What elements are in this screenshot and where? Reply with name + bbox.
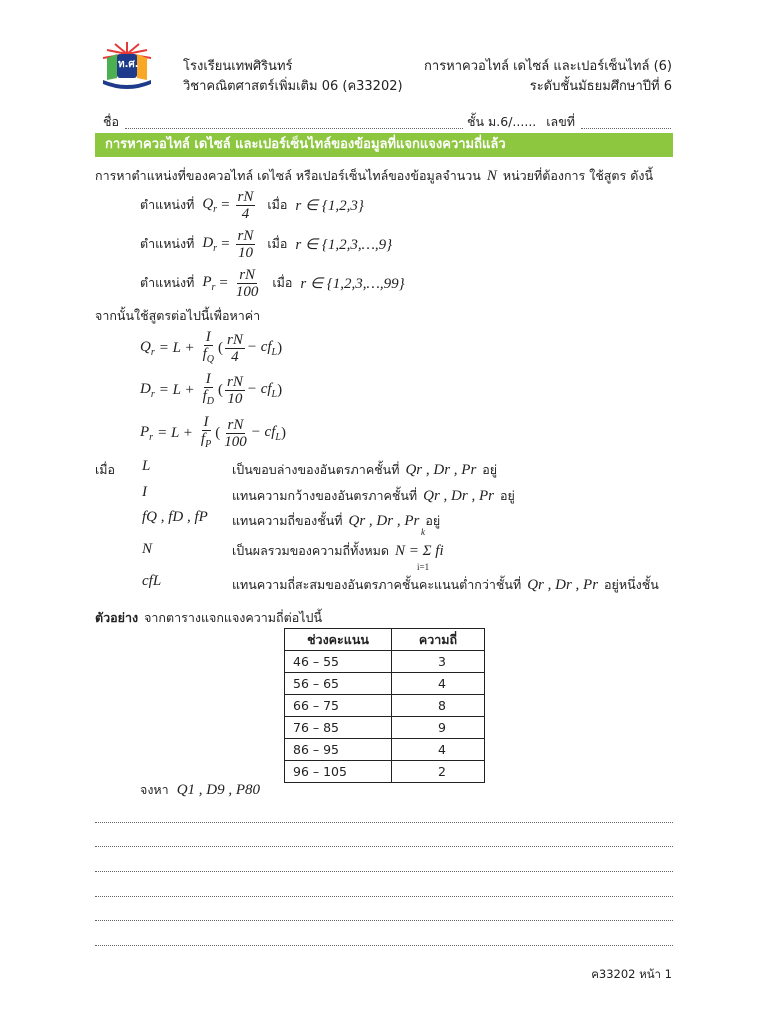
header-score-range: ช่วงคะแนน	[285, 629, 392, 651]
where-sym-i: I	[142, 484, 147, 500]
school-logo	[97, 40, 157, 92]
frequency-table	[284, 628, 485, 783]
where-sym-cf: cfL	[142, 573, 162, 589]
formula-d: $D_r$ = L + $\frac{I}{f_D}$ ( $\frac{rN}{10}$ − $cf_L$ )	[140, 370, 283, 407]
number-label: เลขที่	[546, 114, 575, 129]
intro-text: การหาตำแหน่งที่ของควอไทล์ เดไซล์ หรือเปอร์เซ็นไทล์ของข้อมูลจำนวน N หน่วยที่ต้องการ ใช้สูตร ดังนี้	[95, 167, 654, 184]
logo-text: ท.ศ.	[118, 59, 139, 70]
sum-bottom: i=1	[417, 562, 430, 572]
grade-level: ระดับชั้นมัธยมศึกษาปีที่ 6	[529, 79, 672, 94]
name-line	[103, 112, 671, 132]
banner-title: การหาควอไทล์ เดไซล์ และเปอร์เซ็นไทล์ของข้อมูลที่แจกแจงความถี่แล้ว	[105, 137, 506, 152]
var-n: N	[486, 167, 497, 184]
position-p: ตำแหน่งที่ $P_r$ = $\frac{rN}{100}$ เมื่อ r ∈ {1,2,3,…,99}	[140, 266, 405, 300]
sum-top: k	[421, 527, 425, 537]
answer-line[interactable]	[95, 945, 673, 946]
where-desc-cf: แทนความถี่สะสมของอันตรภาคชั้นคะแนนต่ำกว่าชั้นที่ Qr , Dr , Pr อยู่หนึ่งชั้น	[232, 576, 659, 593]
answer-line[interactable]	[95, 896, 673, 897]
where-desc-l: เป็นขอบล่างของอันตรภาคชั้นที่ Qr , Dr , Pr อยู่	[232, 461, 498, 478]
class-label: ชั้น ม.6/......	[467, 114, 537, 129]
table-row: 76 – 85 9	[285, 717, 485, 739]
table-row: 56 – 65 4	[285, 673, 485, 695]
name-field[interactable]	[125, 128, 463, 129]
formula-p: $P_r$ = L + $\frac{I}{f_P}$ ( $\frac{rN}{100}$ − $cf_L$ )	[140, 413, 286, 450]
where-sym-n: N	[142, 541, 153, 557]
school-name: โรงเรียนเทพศิรินทร์	[183, 59, 293, 74]
find-text: จงหา Q1 , D9 , P80	[140, 781, 261, 798]
answer-line[interactable]	[95, 846, 673, 847]
name-label: ชื่อ	[103, 114, 119, 129]
topic-title: การหาควอไทล์ เดไซล์ และเปอร์เซ็นไทล์ (6)	[424, 59, 672, 74]
position-d: ตำแหน่งที่ $D_r$ = $\frac{rN}{10}$ เมื่อ r ∈ {1,2,3,…,9}	[140, 227, 393, 261]
where-sym-l: L	[142, 458, 151, 474]
position-q: ตำแหน่งที่ $Q_r$ = $\frac{rN}{4}$ เมื่อ r ∈ {1,2,3}	[140, 188, 364, 222]
table-row: 96 – 105 2	[285, 761, 485, 783]
table-row: 86 – 95 4	[285, 739, 485, 761]
where-sym-f: fQ , fD , fP	[142, 509, 208, 525]
answer-line[interactable]	[95, 920, 673, 921]
formula-q: $Q_r$ = L + $\frac{I}{f_Q}$ ( $\frac{rN}{4}$ − $cf_L$ )	[140, 328, 283, 365]
example-text: ตัวอย่าง จากตารางแจกแจงความถี่ต่อไปนี้	[95, 610, 323, 625]
where-desc-f: แทนความถี่ของชั้นที่ Qr , Dr , Pr อยู่	[232, 512, 441, 529]
table-row: 46 – 55 3	[285, 651, 485, 673]
header-frequency: ความถี่	[392, 629, 485, 651]
where-desc-i: แทนความกว้างของอันตรภาคชั้นที่ Qr , Dr , Pr อยู่	[232, 487, 515, 504]
table-header-row	[285, 629, 485, 651]
then-text: จากนั้นใช้สูตรต่อไปนี้เพื่อหาค่า	[95, 308, 261, 323]
number-field[interactable]	[581, 128, 671, 129]
where-desc-n: เป็นผลรวมของความถี่ทั้งหมด N = Σ fi	[232, 542, 444, 559]
section-banner	[95, 133, 673, 157]
subject-name: วิชาคณิตศาสตร์เพิ่มเติม 06 (ค33202)	[183, 79, 403, 94]
page-footer: ค33202 หน้า 1	[591, 967, 672, 981]
answer-line[interactable]	[95, 822, 673, 823]
table-row: 66 – 75 8	[285, 695, 485, 717]
where-label: เมื่อ	[95, 462, 116, 477]
answer-line[interactable]	[95, 871, 673, 872]
